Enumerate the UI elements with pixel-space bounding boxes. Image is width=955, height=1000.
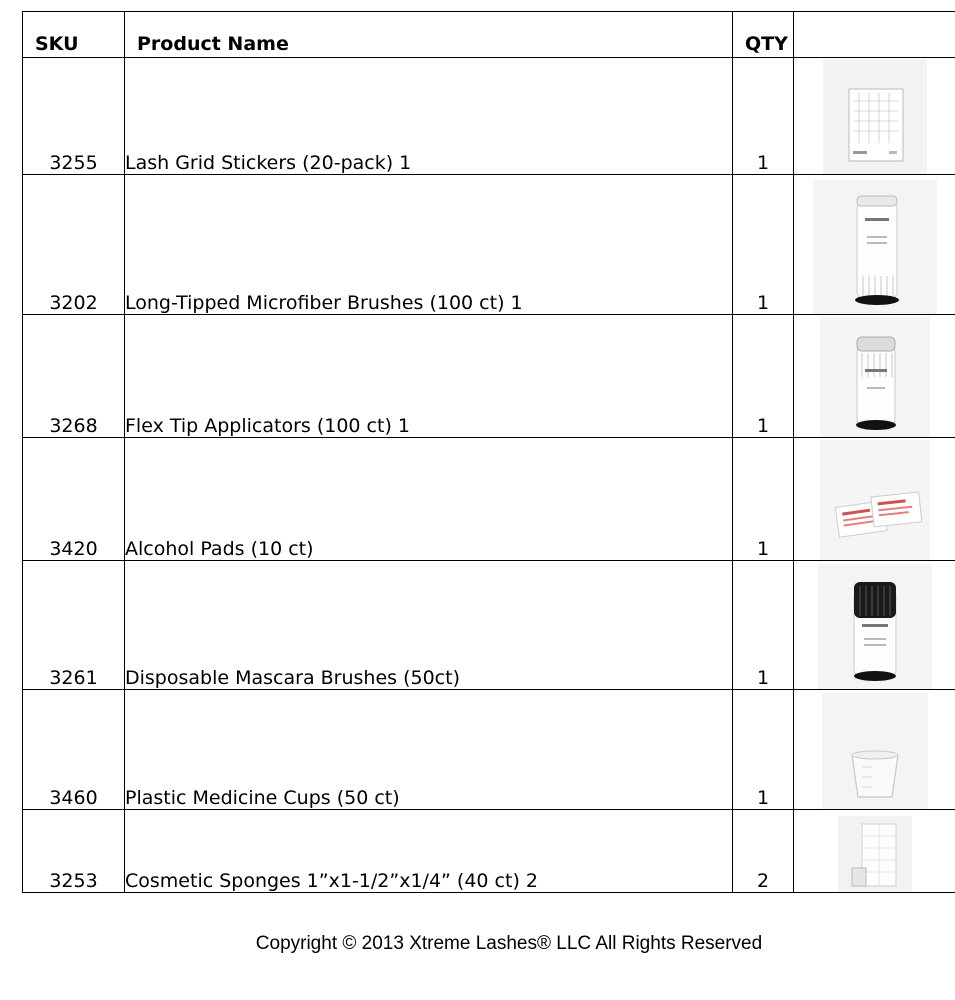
product-name-cell: Alcohol Pads (10 ct) (125, 438, 733, 561)
product-name-cell: Plastic Medicine Cups (50 ct) (125, 690, 733, 810)
qty-cell: 1 (733, 175, 794, 315)
microfiber-brush-canister-icon (813, 180, 937, 314)
product-image-cell (794, 810, 955, 893)
sku-cell: 3255 (23, 58, 125, 175)
header-product-name: Product Name (125, 12, 733, 58)
header-sku: SKU (23, 12, 125, 58)
table-header-row (23, 12, 955, 58)
table-row (23, 561, 955, 690)
product-image-cell (794, 561, 955, 690)
table-row (23, 690, 955, 810)
header-qty: QTY (733, 12, 794, 58)
qty-cell: 2 (733, 810, 794, 893)
product-name-cell: Long-Tipped Microfiber Brushes (100 ct) 1 (125, 175, 733, 315)
sku-cell: 3202 (23, 175, 125, 315)
sku-cell: 3460 (23, 690, 125, 810)
sku-cell: 3268 (23, 315, 125, 438)
table-row (23, 175, 955, 315)
qty-cell: 1 (733, 561, 794, 690)
product-image-cell (794, 315, 955, 438)
table-row (23, 810, 955, 893)
qty-cell: 1 (733, 58, 794, 175)
alcohol-pads-icon (820, 440, 930, 560)
table-row (23, 438, 955, 561)
qty-cell: 1 (733, 315, 794, 438)
applicator-canister-icon (820, 317, 930, 437)
mascara-brush-canister-icon (818, 564, 932, 689)
qty-cell: 1 (733, 690, 794, 810)
product-name-cell: Disposable Mascara Brushes (50ct) (125, 561, 733, 690)
product-table (22, 11, 955, 893)
product-name-cell: Cosmetic Sponges 1”x1-1/2”x1/4” (40 ct) 2 (125, 810, 733, 893)
product-image-cell (794, 690, 955, 810)
medicine-cup-icon (822, 693, 928, 809)
table-row (23, 315, 955, 438)
sku-cell: 3253 (23, 810, 125, 893)
product-image-cell (794, 175, 955, 315)
qty-cell: 1 (733, 438, 794, 561)
grid-sticker-sheet-icon (823, 59, 927, 174)
product-name-cell: Flex Tip Applicators (100 ct) 1 (125, 315, 733, 438)
table-row (23, 58, 955, 175)
sponge-pack-icon (838, 816, 912, 892)
product-image-cell (794, 438, 955, 561)
product-name-cell: Lash Grid Stickers (20-pack) 1 (125, 58, 733, 175)
sku-cell: 3261 (23, 561, 125, 690)
header-image (794, 12, 955, 58)
sku-cell: 3420 (23, 438, 125, 561)
copyright-footer: Copyright © 2013 Xtreme Lashes® LLC All Rights Reserved (255, 933, 763, 954)
product-image-cell (794, 58, 955, 175)
